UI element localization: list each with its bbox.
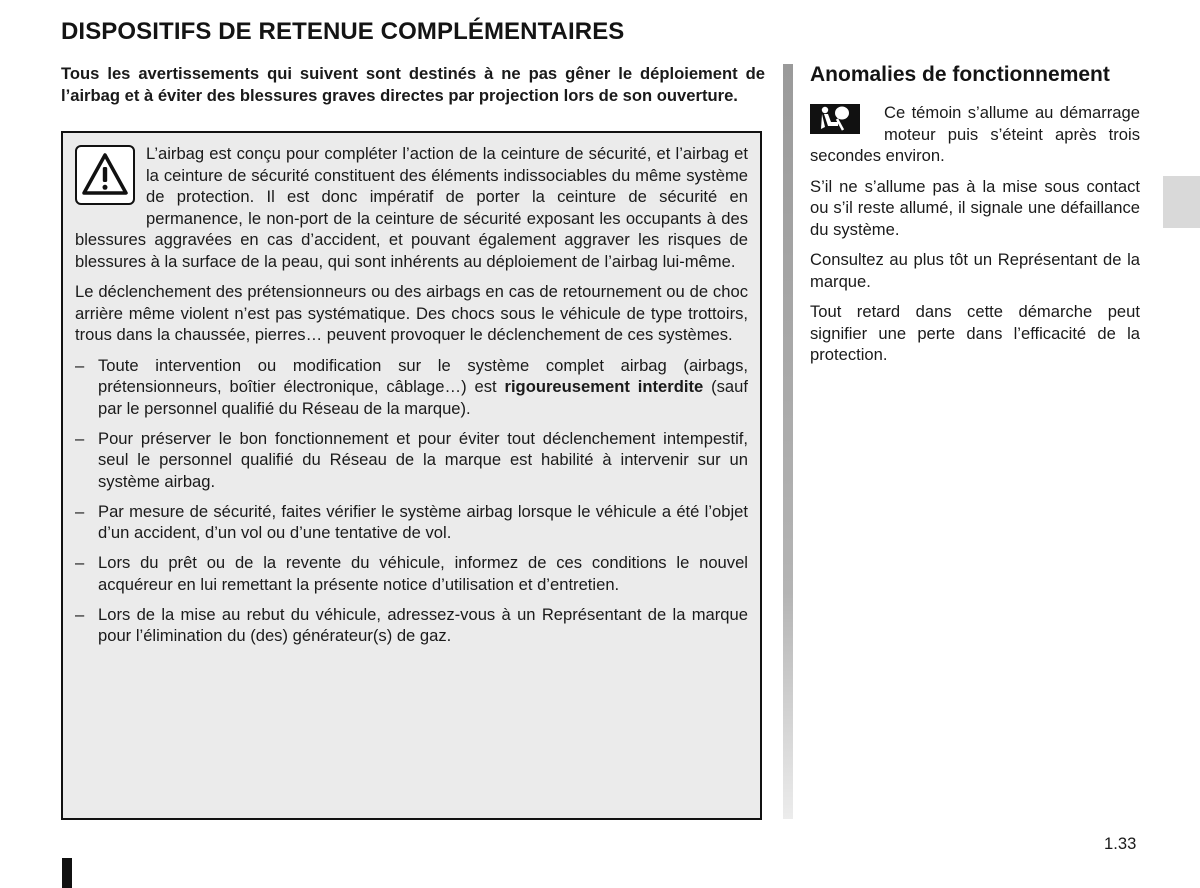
page-number: 1.33 [1104, 834, 1137, 853]
warning-list [75, 355, 748, 647]
intro-paragraph: Tous les avertissements qui suivent sont destinés à ne pas gêner le déploiement de l’airbag et à éviter des blessures graves directes par projection lors de son ouverture. [61, 64, 765, 105]
list-dash: – [75, 428, 85, 448]
list-item-text: Pour préserver le bon fonctionnement et pour éviter tout déclenchement intempestif, seul le personnel qualifié du Réseau de la marque est habilité à intervenir sur un système airbag. [98, 428, 748, 491]
list-dash: – [75, 604, 85, 624]
list-item-text: Lors de la mise au rebut du véhicule, adressez-vous à un Représentant de la marque pour l’élimination du (des) générateur(s) de gaz. [98, 604, 748, 645]
list-dash: – [75, 501, 85, 521]
malfunction-paragraph-3: Consultez au plus tôt un Représentant de la marque. [810, 250, 1140, 291]
malfunction-paragraph-4: Tout retard dans cette démarche peut signifier une perte dans l’efficacité de la protection. [810, 302, 1140, 364]
list-item-emphasis: rigoureusement interdite [504, 377, 704, 396]
malfunctions-section [810, 62, 1140, 375]
warning-paragraph-1: L’airbag est conçu pour compléter l’action de la ceinture de sécurité, et l’airbag et la ceinture de sécurité constituent des éléments indissociables du même système de protection. Il est donc impératif de porter la ceinture de sécurité en permanence, le non-port de la ceinture de sécurité exposant les occupants à des blessures aggravées en cas d’accident, et pouvant également aggraver les risques de blessures à la surface de la peau, qui sont inhérents au déploiement de l’airbag lui-même. [75, 144, 748, 271]
list-item [75, 604, 748, 647]
list-item [75, 355, 748, 420]
list-dash: – [75, 355, 85, 375]
airbag-warning-light-icon [810, 104, 860, 134]
section-heading: Anomalies de fonctionnement [810, 63, 1110, 86]
list-item [75, 501, 748, 544]
list-item [75, 428, 748, 493]
crop-mark [62, 858, 72, 888]
warning-box [61, 131, 762, 820]
page-title: DISPOSITIFS DE RETENUE COMPLÉMENTAIRES [61, 18, 625, 45]
warning-paragraph-2: Le déclenchement des prétensionneurs ou des airbags en cas de retournement ou de choc arrière même violent n’est pas systématique. Des chocs sous le véhicule de type trottoirs, trous dans la chaussée, pierres… peuvent provoquer le déclenchement de ces systèmes. [75, 282, 748, 344]
chapter-tab [1163, 176, 1200, 228]
malfunction-paragraph-1: Ce témoin s’allume au démarrage moteur puis s’éteint après trois secondes environ. [810, 103, 1140, 165]
malfunction-paragraph-2: S’il ne s’allume pas à la mise sous contact ou s’il reste allumé, il signale une défaillance du système. [810, 176, 1140, 239]
list-item-text: Par mesure de sécurité, faites vérifier le système airbag lorsque le véhicule a été l’objet d’un accident, d’un vol ou d’une tentative de vol. [98, 501, 748, 542]
list-item-text-after: (sauf par le personnel qualifié du Réseau de la marque). [98, 377, 748, 418]
list-item-text: Toute intervention ou modification sur le système complet airbag (airbags, prétensionneurs, boîtier électronique, câblage…) est [98, 355, 748, 396]
list-item [75, 552, 748, 595]
list-item-text: Lors du prêt ou de la revente du véhicule, informez de ces conditions le nouvel acquéreur en lui remettant la présente notice d’utilisation et d’entretien. [98, 553, 748, 594]
column-divider [783, 64, 793, 819]
warning-triangle-icon [75, 145, 135, 205]
list-dash: – [75, 553, 85, 572]
